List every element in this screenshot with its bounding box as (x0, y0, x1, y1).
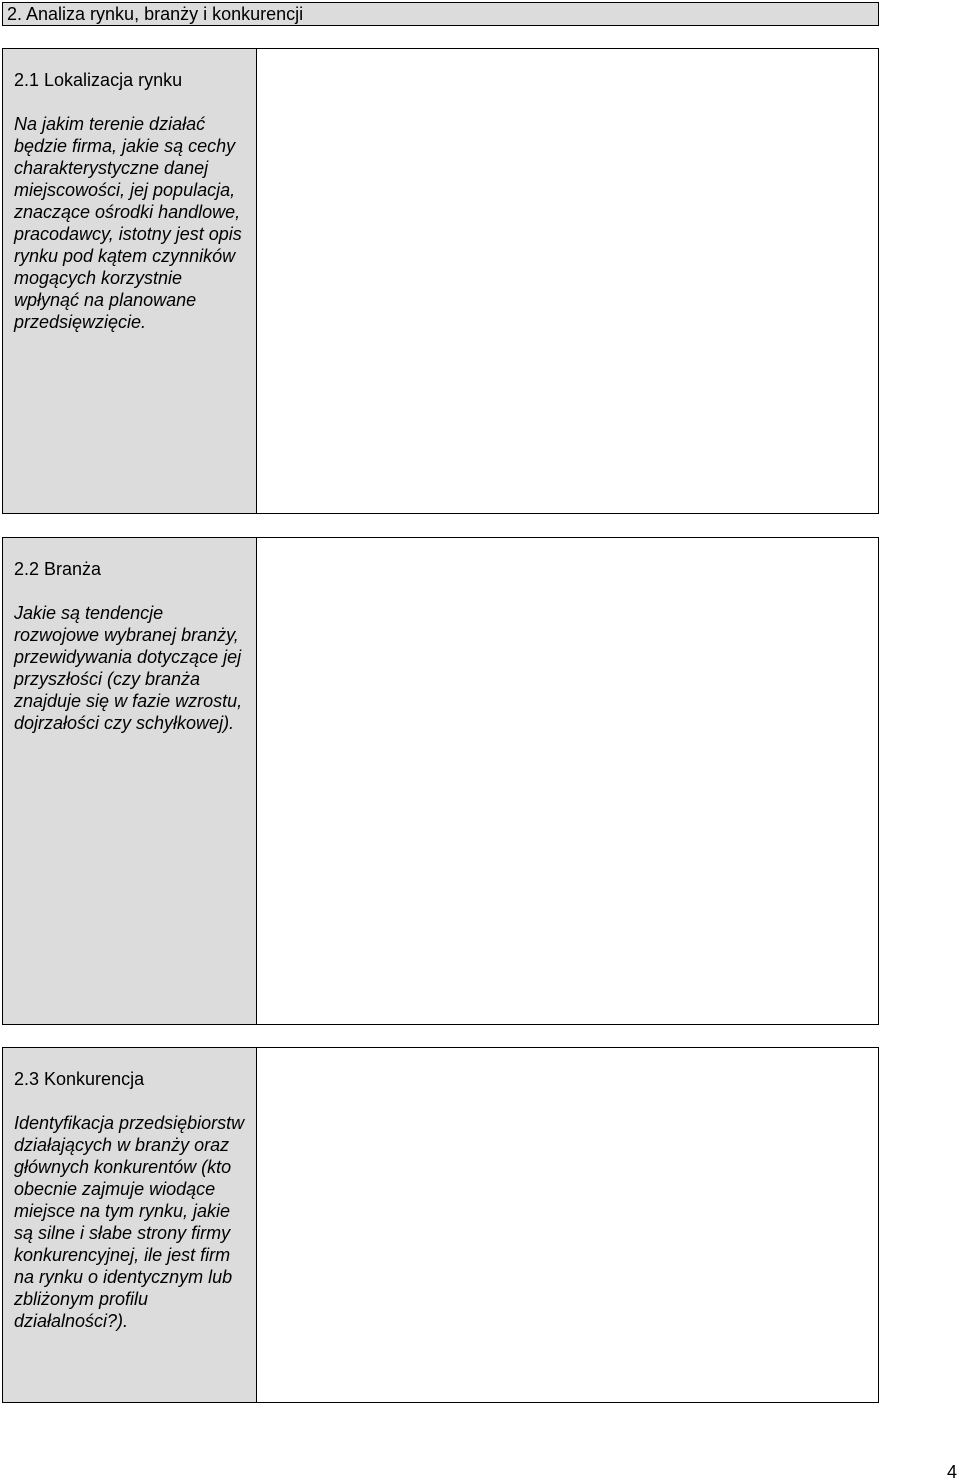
block-title: 2.1 Lokalizacja rynku (14, 70, 183, 90)
question-cell (3, 49, 257, 513)
block-description: Na jakim terenie działać będzie firma, jakie są cechy charakterystyczne danej miejscowości, jej populacja, znaczące ośrodki handlowe, pracodawcy, istotny jest opis rynku pod kątem czynników mogących korzystnie wpłynąć na planowane przedsięwzięcie. (14, 114, 242, 332)
form-block-market-location (2, 48, 879, 514)
block-description: Jakie są tendencje rozwojowe wybranej branży, przewidywania dotyczące jej przyszłości (czy branża znajduje się w fazie wzrostu, dojrzałości czy schyłkowej). (14, 603, 243, 733)
section-title: 2. Analiza rynku, branży i konkurencji (2, 2, 879, 26)
block-description: Identyfikacja przedsiębiorstw działających w branży oraz głównych konkurentów (kto obecnie zajmuje wiodące miejsce na tym rynku, jakie są silne i słabe strony firmy konkurencyjnej, ile jest firm na rynku o identycznym lub zbliżonym profilu działalności?). (14, 1113, 245, 1331)
question-cell (3, 538, 257, 1024)
form-block-competition (2, 1047, 879, 1403)
answer-field[interactable] (257, 49, 878, 513)
block-title: 2.3 Konkurencja (14, 1069, 145, 1089)
page-number: 4 (946, 1462, 957, 1481)
block-title: 2.2 Branża (14, 559, 102, 579)
question-cell (3, 1048, 257, 1402)
form-block-industry (2, 537, 879, 1025)
answer-field[interactable] (257, 538, 878, 1024)
answer-field[interactable] (257, 1048, 878, 1402)
